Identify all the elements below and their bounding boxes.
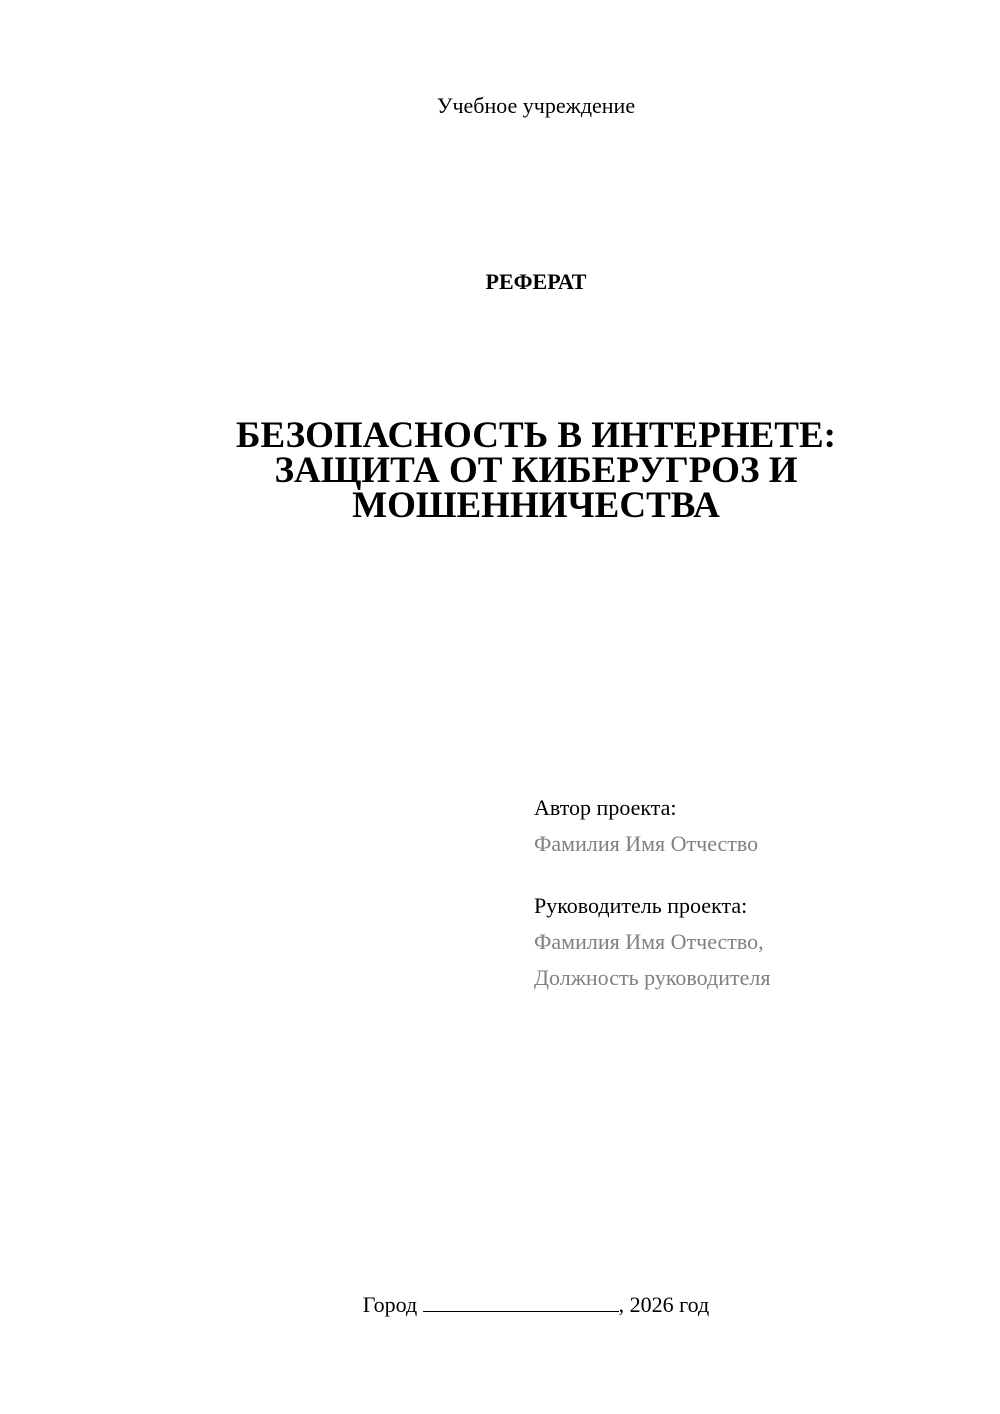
spacer <box>534 862 974 888</box>
footer-city-year <box>0 1290 1000 1320</box>
supervisor-name: Фамилия Имя Отчество, <box>534 929 764 954</box>
city-blank-line <box>423 1293 619 1312</box>
year-text: , 2026 год <box>618 1292 710 1317</box>
title-line: МОШЕННИЧЕСТВА <box>352 485 720 526</box>
institution-name: Учебное учреждение <box>436 93 636 118</box>
author-name: Фамилия Имя Отчество <box>534 831 759 856</box>
document-title <box>186 415 886 526</box>
document-type: РЕФЕРАТ <box>485 269 587 294</box>
title-line: ЗАЩИТА ОТ КИБЕРУГРОЗ И <box>274 450 798 491</box>
supervisor-position: Должность руководителя <box>534 965 771 990</box>
credits-block <box>534 790 974 996</box>
supervisor-label: Руководитель проекта: <box>534 893 748 918</box>
author-label: Автор проекта: <box>534 795 677 820</box>
title-line: БЕЗОПАСНОСТЬ В ИНТЕРНЕТЕ: <box>236 415 836 456</box>
city-label: Город <box>362 1292 418 1317</box>
